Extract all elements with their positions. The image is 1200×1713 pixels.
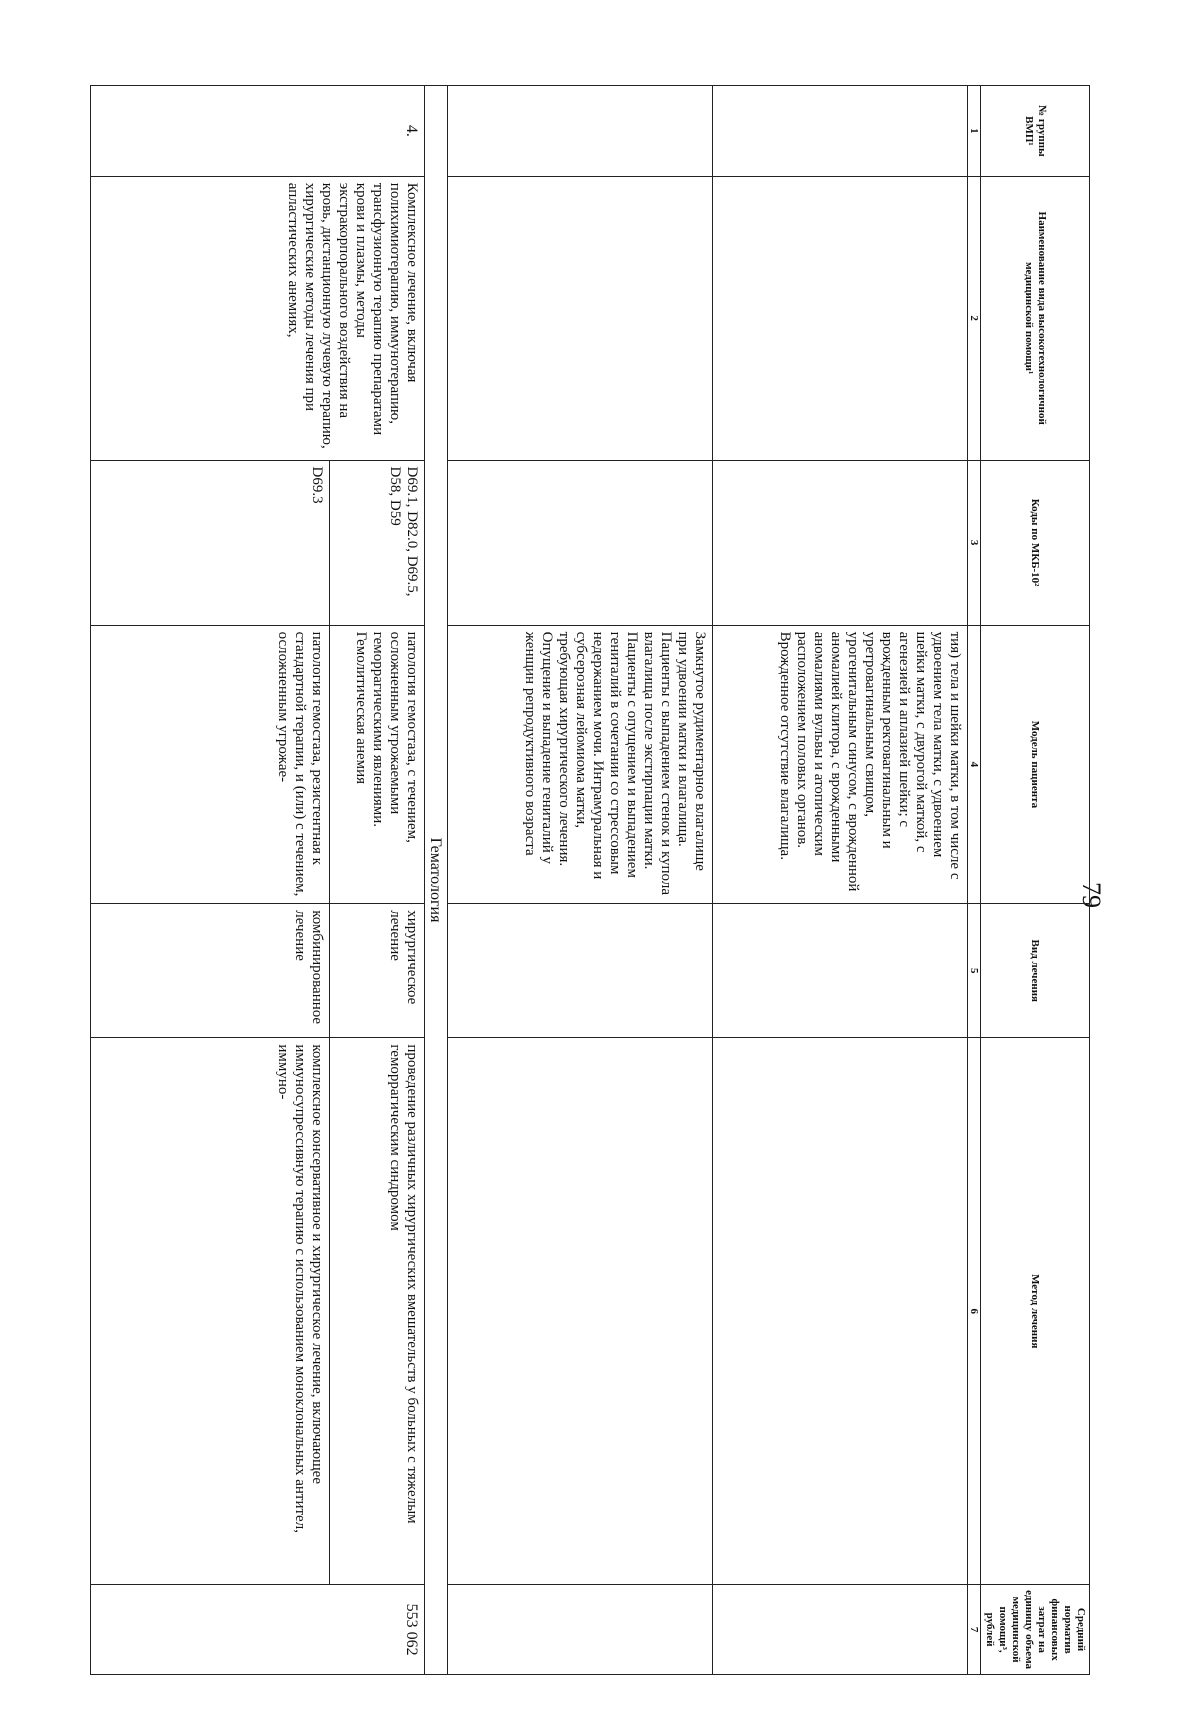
header-cost-norm: Средний норматив финансовых затрат на единицу объема медицинской помощи³, рублей [981,1585,1090,1675]
patient-model-cell: патология гемостаза, резистентная к стандартной терапии, и (или) с течением, осложненным угрожае- [91,625,330,904]
patient-model-cell: тия) тела и шейки матки, в том числе с удвоением тела матки, с удвоением шейки матки, с двурогой маткой, с агенезией и аплазией шейки; с врожденным ректовагинальным и уретровагинальным свищом, урогенитальным синусом, с врожденной аномалией клитора, с врожденными аномалиями вульвы и атопическим расположением половых органов. Врожденное отсутствие влагалища. [713,625,968,904]
colnum-4: 4 [968,625,981,904]
colnum-3: 3 [968,460,981,625]
treatment-type: хирургическое лечение [330,904,425,1038]
colnum-7: 7 [968,1585,981,1675]
colnum-2: 2 [968,176,981,460]
patient-model-cell: патология гемостаза, с течением, осложненным угрожаемыми геморрагическими явлениями. Гемолитическая анемия [330,625,425,904]
header-row [981,86,1090,1675]
cost-norm: 553 062 [91,1585,425,1675]
header-icd-codes: Коды по МКБ-10² [981,460,1090,625]
group-number: 4. [91,86,425,177]
treatment-method: комплексное консервативное и хирургическое лечение, включающее иммуносупрессивную терапию с использованием моноклональных антител, иммуно- [91,1038,330,1585]
header-patient-model: Модель пациента [981,625,1090,904]
header-vmp-name: Наименование вида высокотехнологичной медицинской помощи¹ [981,176,1090,460]
header-treatment-type: Вид лечения [981,904,1090,1038]
section-title: Гематология [425,86,448,1675]
page-number: 79 [1077,882,1106,908]
table-row [448,86,713,1675]
colnum-6: 6 [968,1038,981,1585]
colnum-5: 5 [968,904,981,1038]
treatment-method: проведение различных хирургических вмешательств у больных с тяжелым геморрагическим синдромом [330,1038,425,1585]
table-row [330,86,425,1675]
column-number-row [968,86,981,1675]
section-row [425,86,448,1675]
treatment-type: комбинированное лечение [91,904,330,1038]
icd-codes: D69.1, D82.0, D69.5, D58, D59 [330,460,425,625]
vmp-table [90,85,1090,1675]
table-wrapper [90,85,1090,1675]
icd-codes: D69.3 [91,460,330,625]
header-group-number: № группы ВМП¹ [981,86,1090,177]
rotated-table-area [90,85,1090,1675]
header-treatment-method: Метод лечения [981,1038,1090,1585]
vmp-name: Комплексное лечение, включая полихимиотерапию, иммунотерапию, трансфузионную терапию препаратами крови и плазмы, методы экстракорпорального воздействия на кровь, дистанционную лучевую терапию, хирургические методы лечения при апластических анемиях, [91,176,425,460]
patient-model-cell: Замкнутое рудиментарное влагалище при удвоении матки и влагалища. Пациенты с выпадением стенок и купола влагалища после экстирпации матки. Пациенты с опущением и выпадением гениталий в сочетании со стрессовым недержанием мочи. Интрамуральная и субсерозная лейомиома матки, требующая хирургического лечения. Опущение и выпадение гениталий у женщин репродуктивного возраста [448,625,713,904]
colnum-1: 1 [968,86,981,177]
table-row [713,86,968,1675]
